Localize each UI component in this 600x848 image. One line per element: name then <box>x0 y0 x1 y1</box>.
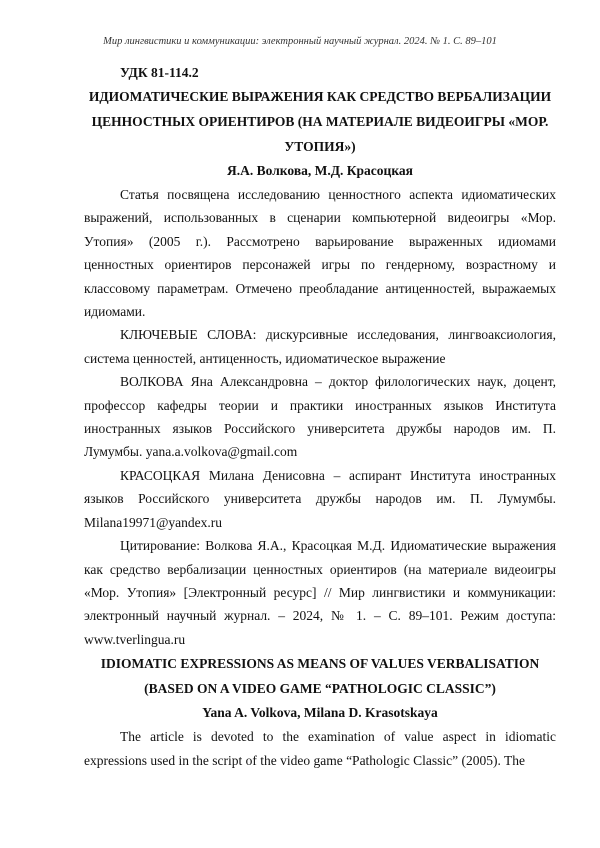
authors-en: Yana A. Volkova, Milana D. Krasotskaya <box>84 701 556 725</box>
running-header: Мир лингвистики и коммуникации: электронный научный журнал. 2024. № 1. С. 89–101 <box>0 36 600 47</box>
citation-ru: Цитирование: Волкова Я.А., Красоцкая М.Д. Идиоматические выражения как средство вербализации ценностных ориентиров (на материале видеоигры «Мор. Утопия» [Электронный ресурс] // Мир лингвистики и коммуникации: электронный научный журнал. – 2024, № 1. – С. 89–101. Режим доступа: www.tverlingua.ru <box>84 534 556 651</box>
article-title-en: IDIOMATIC EXPRESSIONS AS MEANS OF VALUES VERBALISATION (BASED ON A VIDEO GAME “PATHOLOGIC CLASSIC”) <box>84 651 556 701</box>
author-info-krasotskaya: КРАСОЦКАЯ Милана Денисовна – аспирант Института иностранных языков Российского университета дружбы народов им. П. Лумумбы. Milana19971@yandex.ru <box>84 464 556 534</box>
article-content <box>84 62 556 772</box>
keywords-ru: КЛЮЧЕВЫЕ СЛОВА: дискурсивные исследования, лингвоаксиология, система ценностей, антиценность, идиоматическое выражение <box>84 323 556 370</box>
udk-code: УДК 81-114.2 <box>120 62 556 84</box>
article-title-ru: ИДИОМАТИЧЕСКИЕ ВЫРАЖЕНИЯ КАК СРЕДСТВО ВЕРБАЛИЗАЦИИ ЦЕННОСТНЫХ ОРИЕНТИРОВ (НА МАТЕРИАЛЕ ВИДЕОИГРЫ «МОР. УТОПИЯ») <box>84 84 556 159</box>
authors-ru: Я.А. Волкова, М.Д. Красоцкая <box>84 159 556 183</box>
abstract-en: The article is devoted to the examination of value aspect in idiomatic expressions used in the script of the video game “Pathologic Classic” (2005). The <box>84 725 556 772</box>
journal-page <box>0 0 600 848</box>
author-info-volkova: ВОЛКОВА Яна Александровна – доктор филологических наук, доцент, профессор кафедры теории и практики иностранных языков Института иностранных языков Российского университета дружбы народов им. П. Лумумбы. yana.a.volkova@gmail.com <box>84 370 556 464</box>
abstract-ru: Статья посвящена исследованию ценностного аспекта идиоматических выражений, использованных в сценарии компьютерной видеоигры «Мор. Утопия» (2005 г.). Рассмотрено варьирование выраженных идиомами ценностных ориентиров персонажей игры по гендерному, возрастному и классовому параметрам. Отмечено преобладание антиценностей, выражаемых идиомами. <box>84 183 556 323</box>
